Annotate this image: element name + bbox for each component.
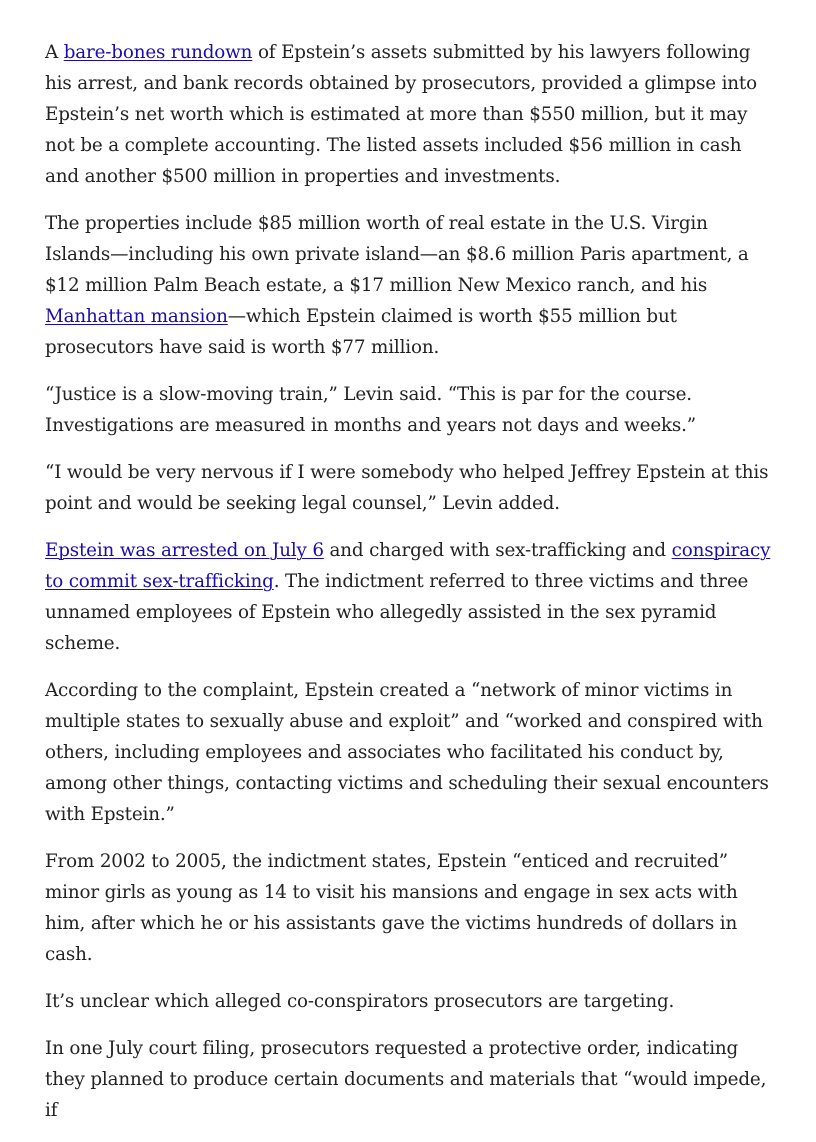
paragraph-co-conspirators: It’s unclear which alleged co-conspirators prosecutors are targeting. xyxy=(45,991,675,1012)
paragraph-text: and charged with sex-trafficking and xyxy=(323,540,672,561)
paragraph-properties xyxy=(45,208,775,363)
paragraph-assets xyxy=(45,37,775,192)
paragraph-indictment: From 2002 to 2005, the indictment states, Epstein “enticed and recruited” minor girls as young as 14 to visit his mansions and engage in sex acts with him, after which he or his assistants gave the victims hundreds of dollars in cash. xyxy=(45,851,738,965)
paragraph-arrest xyxy=(45,535,775,659)
paragraph-justice-quote: “Justice is a slow-moving train,” Levin said. “This is par for the course. Investigations are measured in months and years not days and weeks.” xyxy=(45,384,697,436)
conspiracy-link[interactable]: conspiracy to commit sex-trafficking xyxy=(45,540,771,592)
epstein-arrested-link[interactable]: Epstein was arrested on July 6 xyxy=(45,540,324,561)
paragraph-levin-quote: “I would be very nervous if I were somebody who helped Jeffrey Epstein at this point and would be seeking legal counsel,” Levin added. xyxy=(45,462,769,514)
article-body xyxy=(45,37,775,1142)
bare-bones-rundown-link[interactable]: bare-bones rundown xyxy=(63,42,253,63)
manhattan-mansion-link[interactable]: Manhattan mansion xyxy=(45,306,228,327)
paragraph-text: A xyxy=(45,42,64,63)
paragraph-court-filing: In one July court filing, prosecutors requested a protective order, indicating they planned to produce certain documents and materials that “would impede, if xyxy=(45,1038,767,1121)
paragraph-text: The properties include $85 million worth of real estate in the U.S. Virgin Islands—including his own private island—an $8.6 million Paris apartment, a $12 million Palm Beach estate, a $17 million New Mexico ranch, and his xyxy=(45,213,749,296)
paragraph-text: of Epstein’s assets submitted by his lawyers following his arrest, and bank records obtained by prosecutors, provided a glimpse into Epstein’s net worth which is estimated at more than $550 million, but it may not be a complete accounting. The listed assets included $56 million in cash and another $500 million in properties and investments. xyxy=(45,42,757,187)
paragraph-text: . The indictment referred to three victims and three unnamed employees of Epstein who allegedly assisted in the sex pyramid scheme. xyxy=(45,571,749,654)
paragraph-text: —which Epstein claimed is worth $55 million but prosecutors have said is worth $77 million. xyxy=(45,306,677,358)
paragraph-complaint: According to the complaint, Epstein created a “network of minor victims in multiple states to sexually abuse and exploit” and “worked and conspired with others, including employees and associates who facilitated his conduct by, among other things, contacting victims and scheduling their sexual encounters with Epstein.” xyxy=(45,680,769,825)
